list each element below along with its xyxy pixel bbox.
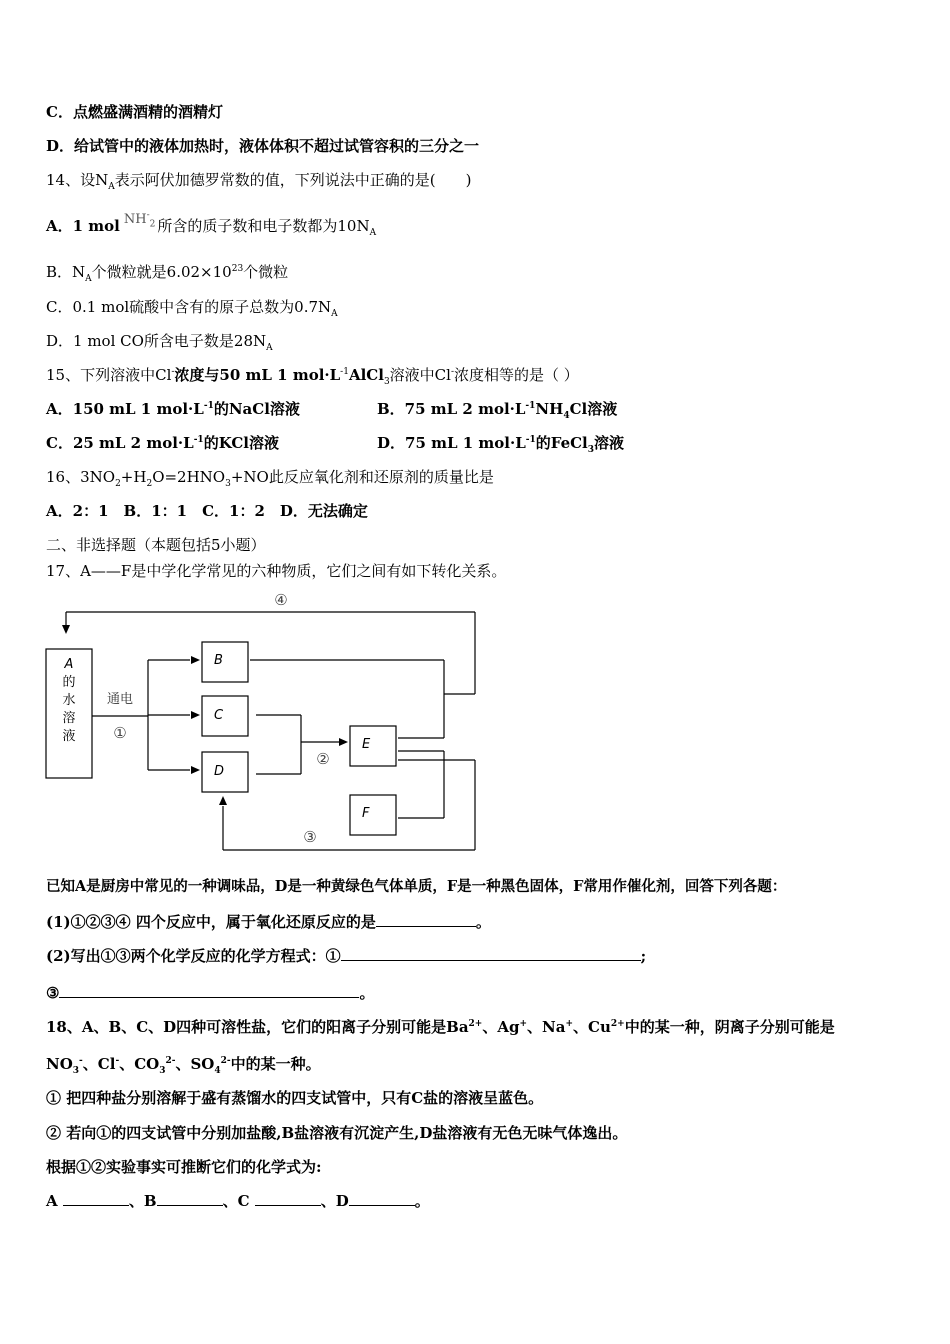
q18-experiment-1: ① 把四种盐分别溶解于盛有蒸馏水的四支试管中，只有C盐的溶液呈蓝色。 — [46, 1089, 544, 1107]
arrow-to-e — [339, 738, 348, 746]
q13-option-d: D．给试管中的液体加热时，液体体积不超过试管容积的三分之一 — [46, 137, 480, 155]
label-electrolysis: 通电 — [106, 692, 134, 707]
nh2-formula: $NH^-_2$ — [123, 210, 156, 230]
q16-stem: 16、$3NO_2+H_2O=2HNO_3+NO$此反应氧化剂和还原剂的质量比是 — [46, 468, 494, 489]
section-heading: 二、非选择题（本题包括5小题） — [46, 536, 266, 554]
q16-options: A．2：1 B．1：1 C．1：2 D．无法确定 — [46, 502, 368, 520]
label-step-3: ③ — [303, 828, 317, 846]
q17-subq3: ③ 。 — [46, 984, 375, 1002]
box-c-label: C — [214, 708, 224, 723]
arrow-to-c — [191, 711, 200, 719]
answer-blank-c[interactable] — [255, 1191, 321, 1206]
q17-known: 已知A是厨房中常见的一种调味品，D是一种黄绿色气体单质，F是一种黑色固体，F常用作催化剂，回答下列各题： — [46, 878, 787, 895]
box-a-label-5: 液 — [62, 729, 76, 744]
box-c — [202, 696, 248, 736]
box-f — [350, 795, 396, 835]
label-step-1: ① — [113, 724, 127, 742]
q13-option-c: C．点燃盛满酒精的酒精灯 — [46, 103, 223, 121]
box-d — [202, 752, 248, 792]
q18-deduce: 根据①②实验事实可推断它们的化学式为: — [46, 1158, 322, 1176]
arrow-to-b — [191, 656, 200, 664]
q17-subq2: (2)写出①③两个化学反应的化学方程式：① ; — [46, 947, 647, 965]
q15-option-b: B．75 mL 2 $mol\cdot L^{-1}NH_4Cl$溶液 — [377, 400, 618, 421]
q17-stem: 17、A——F是中学化学常见的六种物质，它们之间有如下转化关系。 — [46, 562, 507, 580]
q17-subq1: (1)①②③④ 四个反应中，属于氧化还原反应的是 。 — [46, 913, 491, 931]
q15-option-a: A．150 mL 1 $mol\cdot L^{-1}$的NaCl溶液 — [46, 400, 300, 418]
box-b-label: B — [214, 653, 223, 668]
q14-option-d: D．1 mol CO所含电子数是$28N_A$ — [46, 332, 273, 353]
box-f-label: F — [362, 806, 370, 821]
q18-stem: 18、A、B、C、D四种可溶性盐，它们的阳离子分别可能是$Ba^{2+}$、Ag+、Na+、$Cu^{2+}$中的某一种，阴离子分别可能是 — [46, 1018, 835, 1036]
box-b — [202, 642, 248, 682]
box-e — [350, 726, 396, 766]
q15-row1 — [46, 399, 300, 419]
q18-experiment-2: ② 若向①的四支试管中分别加盐酸,B盐溶液有沉淀产生,D盐溶液有无色无味气体逸出。 — [46, 1124, 628, 1142]
q15-option-c: C．25 mL 2 $mol\cdot L^{-1}$的KCl溶液 — [46, 434, 279, 452]
q15-stem: 15、下列溶液中Cl-浓度与50 mL 1 $mol\cdot L^{-1}AlCl_3$溶液中Cl-浓度相等的是（ ） — [46, 366, 579, 387]
q14-option-b: B．$N_A$个微粒就是$6.02\times 10^{23}$个微粒 — [46, 263, 289, 284]
box-a-label-3: 水 — [62, 693, 76, 708]
q17-conversion-diagram — [40, 588, 490, 856]
q18-anions: $NO_3^-$、Cl-、$CO_3^{2-}$、$SO_4^{2-}$中的某一种。 — [46, 1055, 321, 1076]
answer-blank-3[interactable] — [59, 983, 359, 998]
answer-blank-1[interactable] — [376, 912, 476, 927]
answer-blank-d[interactable] — [349, 1191, 415, 1206]
arrow-to-d — [191, 766, 200, 774]
answer-blank-a[interactable] — [63, 1191, 129, 1206]
box-a-label-2: 的 — [62, 675, 76, 690]
q18-answers: A 、B 、C 、D 。 — [46, 1192, 430, 1210]
box-a-label-4: 溶 — [62, 711, 76, 726]
box-d-label: D — [214, 764, 225, 779]
label-step-2: ② — [316, 750, 330, 768]
answer-blank-2[interactable] — [341, 946, 641, 961]
q14-option-c: C．0.1 mol硫酸中含有的原子总数为$0.7N_A$ — [46, 298, 338, 319]
q15-option-d: D．75 mL 1 $mol\cdot L^{-1}$的FeCl$_3$溶液 — [377, 434, 625, 455]
arrow-to-a — [62, 625, 70, 634]
box-a-label-1: A — [64, 657, 74, 672]
label-step-4: ④ — [274, 591, 288, 609]
q14-stem: 14、设$N_A$表示阿伏加德罗常数的值，下列说法中正确的是( ) — [46, 171, 472, 192]
arrow-to-d-bottom — [219, 796, 227, 805]
q14-option-a: A．1 mol $NH^-_2$ 所含的质子数和电子数都为$10N_A$ — [46, 210, 377, 238]
box-e-label: E — [362, 737, 371, 752]
answer-blank-b[interactable] — [157, 1191, 223, 1206]
